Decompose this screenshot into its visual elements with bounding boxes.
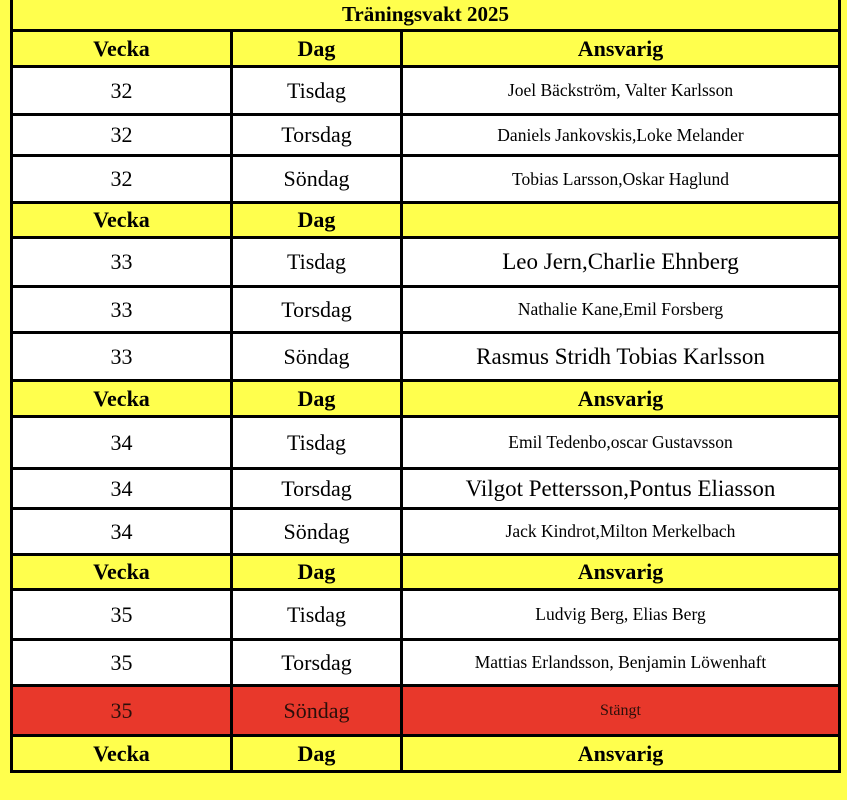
day-cell: Tisdag bbox=[233, 418, 403, 470]
table-title: Träningsvakt 2025 bbox=[10, 0, 841, 32]
responsible-cell: Rasmus Stridh Tobias Karlsson bbox=[403, 334, 841, 382]
table-row bbox=[10, 116, 841, 157]
header-row bbox=[10, 556, 841, 591]
header-responsible: Ansvarig bbox=[403, 32, 841, 68]
day-cell: Tisdag bbox=[233, 239, 403, 288]
responsible-cell: Leo Jern,Charlie Ehnberg bbox=[403, 239, 841, 288]
day-cell: Söndag bbox=[233, 157, 403, 204]
table-row bbox=[10, 418, 841, 470]
header-week: Vecka bbox=[10, 204, 233, 239]
week-cell: 33 bbox=[10, 334, 233, 382]
day-cell: Söndag bbox=[233, 334, 403, 382]
week-cell: 33 bbox=[10, 239, 233, 288]
header-responsible: Ansvarig bbox=[403, 382, 841, 418]
week-cell: 32 bbox=[10, 157, 233, 204]
day-cell: Torsdag bbox=[233, 288, 403, 334]
table-row bbox=[10, 239, 841, 288]
week-cell: 34 bbox=[10, 470, 233, 510]
header-day: Dag bbox=[233, 382, 403, 418]
responsible-cell: Mattias Erlandsson, Benjamin Löwenhaft bbox=[403, 641, 841, 687]
table-row bbox=[10, 157, 841, 204]
week-cell: 32 bbox=[10, 116, 233, 157]
table-row bbox=[10, 591, 841, 641]
day-cell: Söndag bbox=[233, 687, 403, 737]
responsible-cell: Daniels Jankovskis,Loke Melander bbox=[403, 116, 841, 157]
header-row bbox=[10, 737, 841, 773]
day-cell: Torsdag bbox=[233, 116, 403, 157]
week-cell: 35 bbox=[10, 687, 233, 737]
header-week: Vecka bbox=[10, 556, 233, 591]
responsible-cell: Vilgot Pettersson,Pontus Eliasson bbox=[403, 470, 841, 510]
day-cell: Torsdag bbox=[233, 470, 403, 510]
table-row bbox=[10, 334, 841, 382]
header-responsible: Ansvarig bbox=[403, 556, 841, 591]
header-week: Vecka bbox=[10, 737, 233, 773]
week-cell: 35 bbox=[10, 641, 233, 687]
responsible-cell: Jack Kindrot,Milton Merkelbach bbox=[403, 510, 841, 556]
responsible-cell: Emil Tedenbo,oscar Gustavsson bbox=[403, 418, 841, 470]
header-row bbox=[10, 32, 841, 68]
week-cell: 32 bbox=[10, 68, 233, 116]
week-cell: 35 bbox=[10, 591, 233, 641]
header-row bbox=[10, 382, 841, 418]
table-row-closed bbox=[10, 687, 841, 737]
day-cell: Tisdag bbox=[233, 68, 403, 116]
header-day: Dag bbox=[233, 737, 403, 773]
day-cell: Söndag bbox=[233, 510, 403, 556]
day-cell: Tisdag bbox=[233, 591, 403, 641]
header-day: Dag bbox=[233, 204, 403, 239]
table-row bbox=[10, 510, 841, 556]
header-responsible bbox=[403, 204, 841, 239]
week-cell: 33 bbox=[10, 288, 233, 334]
responsible-cell: Tobias Larsson,Oskar Haglund bbox=[403, 157, 841, 204]
header-row bbox=[10, 204, 841, 239]
week-cell: 34 bbox=[10, 418, 233, 470]
header-day: Dag bbox=[233, 556, 403, 591]
responsible-cell: Ludvig Berg, Elias Berg bbox=[403, 591, 841, 641]
header-week: Vecka bbox=[10, 382, 233, 418]
week-cell: 34 bbox=[10, 510, 233, 556]
status-closed: Stängt bbox=[403, 687, 841, 737]
header-week: Vecka bbox=[10, 32, 233, 68]
day-cell: Torsdag bbox=[233, 641, 403, 687]
table-row bbox=[10, 641, 841, 687]
table-row bbox=[10, 288, 841, 334]
responsible-cell: Nathalie Kane,Emil Forsberg bbox=[403, 288, 841, 334]
header-day: Dag bbox=[233, 32, 403, 68]
table-row bbox=[10, 68, 841, 116]
table-row bbox=[10, 470, 841, 510]
responsible-cell: Joel Bäckström, Valter Karlsson bbox=[403, 68, 841, 116]
header-responsible: Ansvarig bbox=[403, 737, 841, 773]
